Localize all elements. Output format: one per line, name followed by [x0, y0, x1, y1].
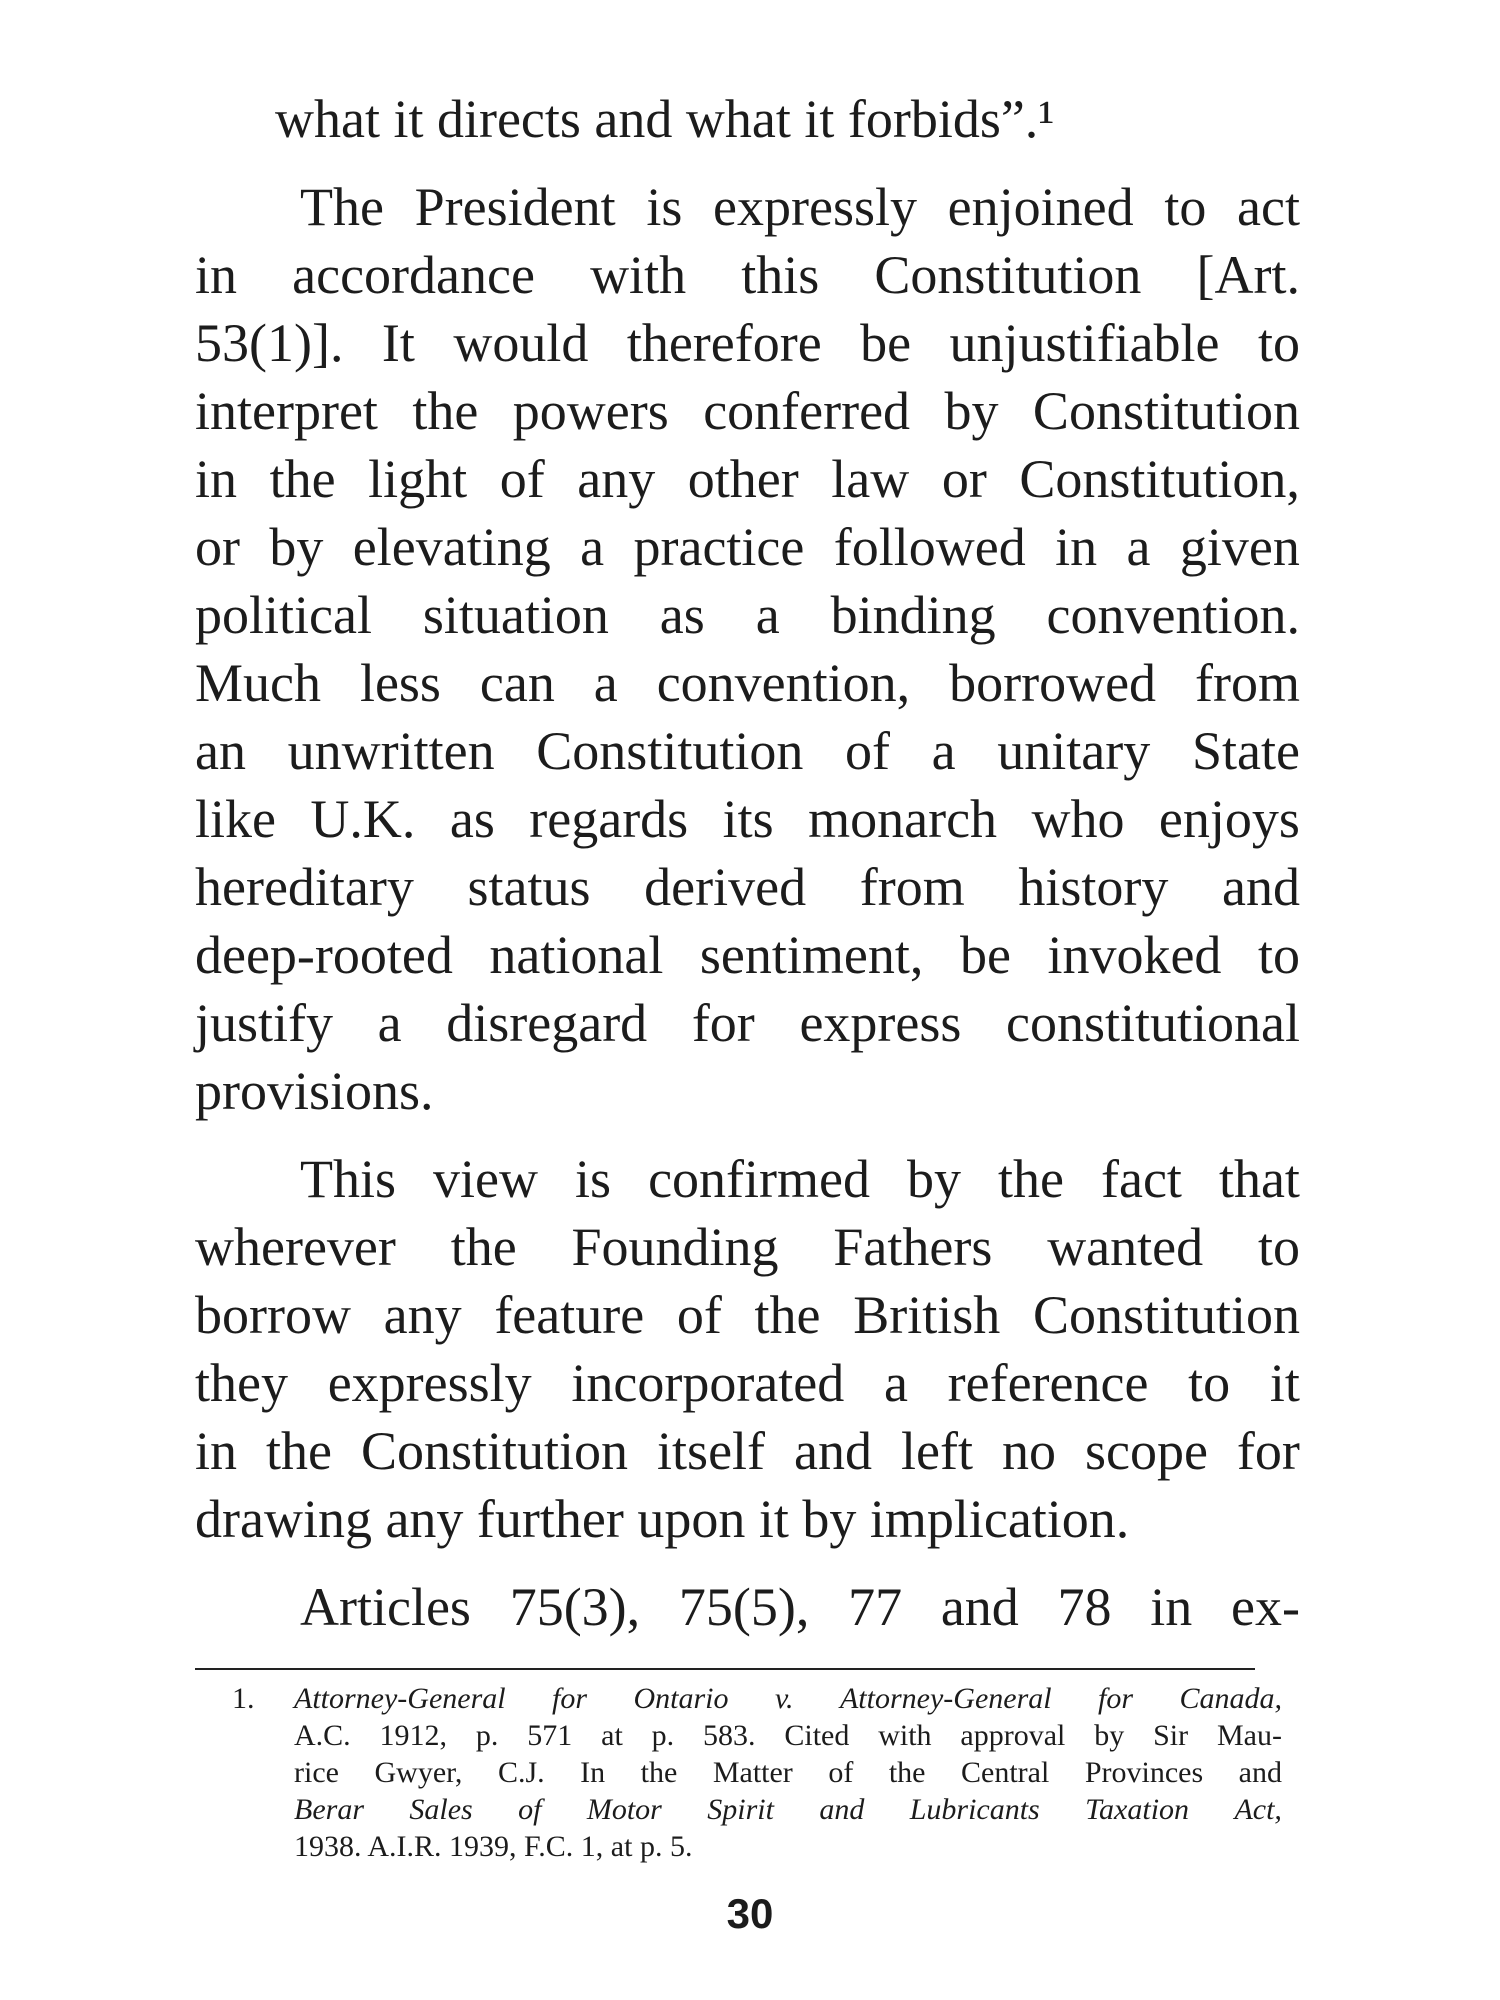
text-line-content: wherever the Founding Fathers wanted to [195, 1217, 1300, 1277]
text-line [195, 921, 1300, 989]
footnote-line-content: rice Gwyer, C.J. In the Matter of the Central Provinces and [294, 1756, 1282, 1789]
text-line [195, 1573, 1300, 1641]
text-line [195, 1145, 1300, 1213]
footnote-divider [195, 1668, 1255, 1670]
body-text [195, 85, 1300, 1641]
text-line-content: deep-rooted national sentiment, be invoked to [195, 925, 1300, 985]
text-line [195, 513, 1300, 581]
text-line [195, 1349, 1300, 1417]
text-line [195, 1281, 1300, 1349]
text-line [195, 1485, 1300, 1553]
footnote-line-content: A.C. 1912, p. 571 at p. 583. Cited with approval by Sir Mau- [294, 1719, 1282, 1752]
text-line-content: borrow any feature of the British Constitution [195, 1285, 1300, 1345]
footnote-line [294, 1680, 1282, 1717]
footnote-line [294, 1828, 1282, 1865]
text-line [195, 717, 1300, 785]
text-line [195, 989, 1300, 1057]
text-line [195, 581, 1300, 649]
text-line-content: interpret the powers conferred by Constitution [195, 381, 1300, 441]
text-line-content: 53(1)]. It would therefore be unjustifiable to [195, 313, 1300, 373]
text-line-content: they expressly incorporated a reference to it [195, 1353, 1300, 1413]
footnote [232, 1680, 1282, 1865]
text-line [195, 1417, 1300, 1485]
text-line-content: in the light of any other law or Constitution, [195, 449, 1300, 509]
text-line-content: in accordance with this Constitution [Art. [195, 245, 1300, 305]
text-line-content: like U.K. as regards its monarch who enjoys [195, 789, 1300, 849]
footnote-number: 1. [232, 1682, 255, 1715]
text-line [195, 309, 1300, 377]
text-line-content: Articles 75(3), 75(5), 77 and 78 in ex- [300, 1577, 1300, 1637]
footnote-line-content: Attorney-General for Ontario v. Attorney-General for Canada, [294, 1682, 1282, 1715]
text-line [195, 173, 1300, 241]
text-line [195, 377, 1300, 445]
text-line [195, 853, 1300, 921]
text-line-content: This view is confirmed by the fact that [300, 1149, 1300, 1209]
text-line [195, 1213, 1300, 1281]
text-line-content: in the Constitution itself and left no scope for [195, 1421, 1300, 1481]
text-line [195, 649, 1300, 717]
footnote-line [294, 1791, 1282, 1828]
text-line-content: an unwritten Constitution of a unitary State [195, 721, 1300, 781]
text-line [195, 85, 1300, 153]
text-line-content: political situation as a binding convention. [195, 585, 1300, 645]
paragraph-founding-fathers [195, 1145, 1300, 1553]
footnote-line-content: 1938. A.I.R. 1939, F.C. 1, at p. 5. [294, 1830, 693, 1863]
footnote-line-content: Berar Sales of Motor Spirit and Lubricants Taxation Act, [294, 1793, 1282, 1826]
paragraph-president [195, 173, 1300, 1125]
footnote-line [294, 1754, 1282, 1791]
text-line-content: or by elevating a practice followed in a given [195, 517, 1300, 577]
text-line-content: provisions. [195, 1061, 434, 1121]
text-line [195, 445, 1300, 513]
text-line [195, 241, 1300, 309]
text-line-content: drawing any further upon it by implication. [195, 1489, 1130, 1549]
text-line [195, 1057, 1300, 1125]
text-line-content: Much less can a convention, borrowed from [195, 653, 1300, 713]
footnote-line [294, 1717, 1282, 1754]
paragraph-articles [195, 1573, 1300, 1641]
text-line-content: The President is expressly enjoined to act [300, 177, 1300, 237]
text-line-content: justify a disregard for express constitutional [195, 993, 1300, 1053]
text-line-content: hereditary status derived from history and [195, 857, 1300, 917]
text-line-content: what it directs and what it forbids”.¹ [275, 89, 1055, 149]
page-number: 30 [726, 1890, 774, 1937]
text-line [195, 785, 1300, 853]
